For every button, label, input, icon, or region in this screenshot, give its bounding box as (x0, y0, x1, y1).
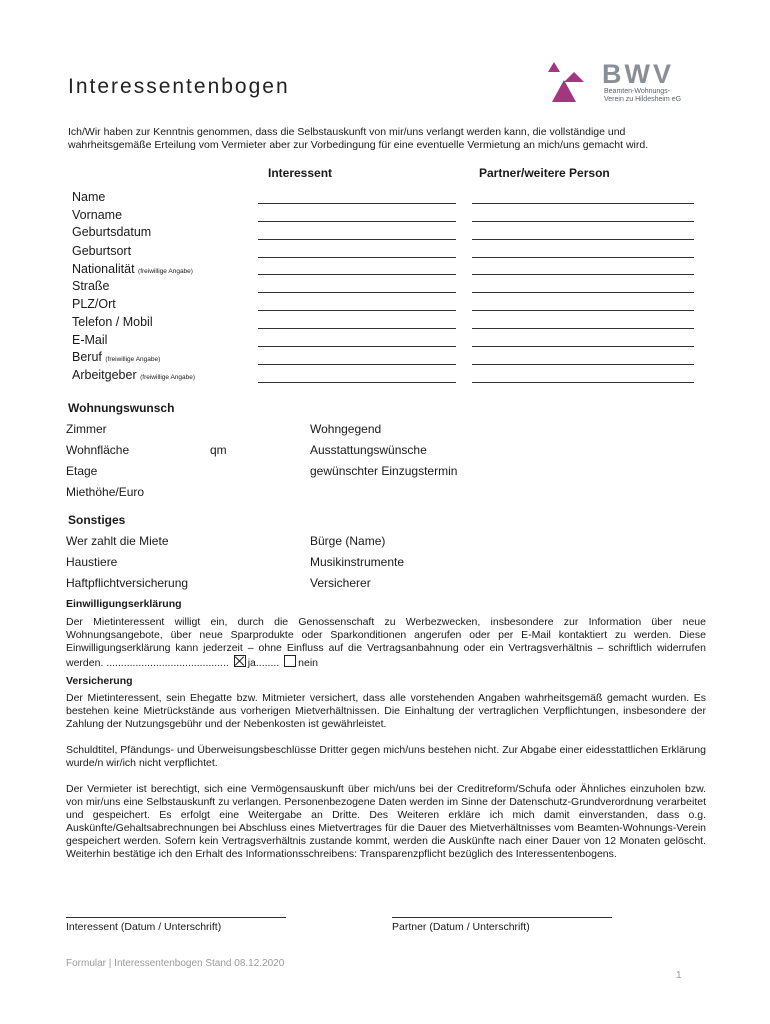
section-heading-wohnungswunsch: Wohnungswunsch (68, 401, 175, 415)
field-label-name: Name (72, 190, 106, 204)
input-line-interessent-nationalitaet[interactable] (258, 274, 456, 275)
input-line-partner-vorname[interactable] (472, 221, 694, 222)
logo-triangles-icon (546, 60, 602, 106)
input-line-partner-geburtsort[interactable] (472, 257, 694, 258)
signature-line-partner[interactable] (392, 917, 612, 918)
field-label-arbeitgeber: Arbeitgeber (freiwillige Angabe) (72, 368, 196, 382)
field-label-nationalitaet: Nationalität (freiwillige Angabe) (72, 262, 193, 276)
consent-nein-checkbox[interactable] (284, 655, 296, 667)
logo-subtitle-line-1: Beamten-Wohnungs- (604, 88, 671, 95)
label-miethoehe: Miethöhe/Euro (66, 485, 145, 499)
input-line-interessent-name[interactable] (258, 203, 456, 204)
input-line-interessent-geburtsdatum[interactable] (258, 239, 456, 240)
field-label-telefon: Telefon / Mobil (72, 315, 153, 329)
input-line-partner-email[interactable] (472, 346, 694, 347)
field-label-strasse: Straße (72, 279, 110, 293)
input-line-interessent-telefon[interactable] (258, 328, 456, 329)
field-note: (freiwillige Angabe) (138, 268, 193, 275)
label-haftpflicht: Haftpflichtversicherung (66, 576, 189, 590)
einwilligung-text (66, 616, 706, 670)
input-line-interessent-geburtsort[interactable] (258, 257, 456, 258)
intro-text: Ich/Wir haben zur Kenntnis genommen, dass die Selbstauskunft von mir/uns verlangt werden kann, die vollständige und wahrheitsgemäße Erteilung vom Vermieter aber zur Vorbedingung für eine eventuelle Vermietung an mich/uns gemacht wird. (68, 126, 649, 151)
label-ausstattungswuensche: Ausstattungswünsche (310, 443, 427, 457)
page-number: 1 (676, 970, 682, 981)
input-line-partner-strasse[interactable] (472, 292, 694, 293)
section-heading-sonstiges: Sonstiges (68, 513, 126, 527)
logo-wordmark: BWV (602, 59, 674, 89)
signature-label-partner: Partner (Datum / Unterschrift) (392, 921, 530, 933)
label-versicherer: Versicherer (310, 576, 371, 590)
label-wohngegend: Wohngegend (310, 422, 382, 436)
page-title: Interessentenbogen (68, 75, 290, 98)
column-header-partner: Partner/weitere Person (479, 166, 610, 180)
logo-subtitle-line-2: Verein zu Hildesheim eG (604, 96, 682, 103)
versicherung-paragraph-3: Der Vermieter ist berechtigt, sich eine Vermögensauskunft über mich/uns bei der Creditreform/Schufa oder Ähnliches einzuholen bzw. von mir/uns eine Selbstauskunft zu verlangen. Personenbezogene Daten werden im Sinne der Datenschutz-Grundverordnung verarbeitet und gespeichert. Es erfolgt eine Weitergabe an Dritte. Des Weiteren erkläre ich mich damit einverstanden, dass o.g. Auskünfte/Gehaltsabrechnungen bei Abschluss eines Mietvertrages für die Dauer des Mietverhältnisses vom Beamten-Wohnungs-Verein gespeichert werden. Sofern kein Vertragsverhältnis zustande kommt, werden die Auskünfte nach einer Dauer von 12 Monaten gelöscht. Weiterhin bestätige ich den Erhalt des Informationsschreibens: Transparenzpflicht bezüglich des Interessentenbogens. (66, 783, 706, 860)
input-line-interessent-email[interactable] (258, 346, 456, 347)
input-line-partner-plz-ort[interactable] (472, 310, 694, 311)
input-line-partner-nationalitaet[interactable] (472, 274, 694, 275)
field-note: (freiwillige Angabe) (105, 356, 161, 363)
input-line-partner-name[interactable] (472, 203, 694, 204)
label-musikinstrumente: Musikinstrumente (310, 555, 405, 569)
consent-nein-label: nein (298, 657, 319, 669)
input-line-interessent-beruf[interactable] (258, 364, 456, 365)
section-heading-versicherung: Versicherung (66, 675, 133, 687)
input-line-interessent-vorname[interactable] (258, 221, 456, 222)
signature-label-interessent: Interessent (Datum / Unterschrift) (66, 921, 222, 933)
bwv-logo (546, 60, 686, 106)
field-label-email: E-Mail (72, 333, 108, 347)
column-header-interessent: Interessent (268, 166, 333, 180)
label-etage: Etage (66, 464, 98, 478)
field-label-geburtsdatum: Geburtsdatum (72, 225, 152, 239)
einwilligung-body: Der Mietinteressent willigt ein, durch die Genossenschaft zu Werbezwecken, insbesondere zur Information über neue Wohnungsangebote, über neue Sparprodukte oder Sparkonditionen angerufen oder per E-Mail kontaktiert zu werden. Diese Einwilligungserklärung kann jederzeit – ohne Einfluss auf die Vertragsanbahnung oder ein Vertragsverhältnis – schriftlich widerrufen werden. .......................................... (66, 616, 706, 669)
input-line-partner-arbeitgeber[interactable] (472, 382, 694, 383)
versicherung-paragraph-2: Schuldtitel, Pfändungs- und Überweisungsbeschlüsse Dritter gegen mich/uns bestehen nicht. Zur Abgabe einer eidesstattlichen Erklärung wurde/n wir/ich nicht verpflichtet. (66, 744, 706, 769)
footer-text: Formular | Interessentenbogen Stand 08.12.2020 (66, 958, 285, 969)
field-label-beruf: Beruf (freiwillige Angabe) (72, 350, 161, 364)
label-zimmer: Zimmer (66, 422, 107, 436)
input-line-interessent-strasse[interactable] (258, 292, 456, 293)
field-note: (freiwillige Angabe) (140, 374, 196, 381)
label-haustiere: Haustiere (66, 555, 118, 569)
label-einzugstermin: gewünschter Einzugstermin (310, 464, 458, 478)
input-line-interessent-plz-ort[interactable] (258, 310, 456, 311)
input-line-partner-geburtsdatum[interactable] (472, 239, 694, 240)
label-wohnflaeche: Wohnfläche (66, 443, 130, 457)
logo-subtitle (604, 88, 681, 104)
input-line-interessent-arbeitgeber[interactable] (258, 382, 456, 383)
versicherung-paragraph-1: Der Mietinteressent, sein Ehegatte bzw. Mitmieter versichert, dass alle vorstehenden Angaben wahrheitsgemäß gemacht wurden. Es bestehen keine Mietrückstände aus vorherigen Mietverhältnissen. Die Einhaltung der vertraglichen Verpflichtungen, insbesondere der Zahlung der Nutzungsgebühr und der Nebenkosten ist gewährleistet. (66, 692, 706, 730)
section-heading-einwilligung: Einwilligungserklärung (66, 598, 182, 610)
label-wer-zahlt-miete: Wer zahlt die Miete (66, 534, 169, 548)
input-line-partner-telefon[interactable] (472, 328, 694, 329)
consent-ja-label: ja........ (247, 657, 280, 669)
field-label-plz-ort: PLZ/Ort (72, 297, 116, 311)
label-qm: qm (210, 443, 227, 457)
label-buerge: Bürge (Name) (310, 534, 386, 548)
field-label-vorname: Vorname (72, 208, 123, 222)
input-line-partner-beruf[interactable] (472, 364, 694, 365)
consent-ja-checkbox[interactable] (234, 655, 246, 667)
signature-line-interessent[interactable] (66, 917, 286, 918)
field-label-geburtsort: Geburtsort (72, 244, 132, 258)
